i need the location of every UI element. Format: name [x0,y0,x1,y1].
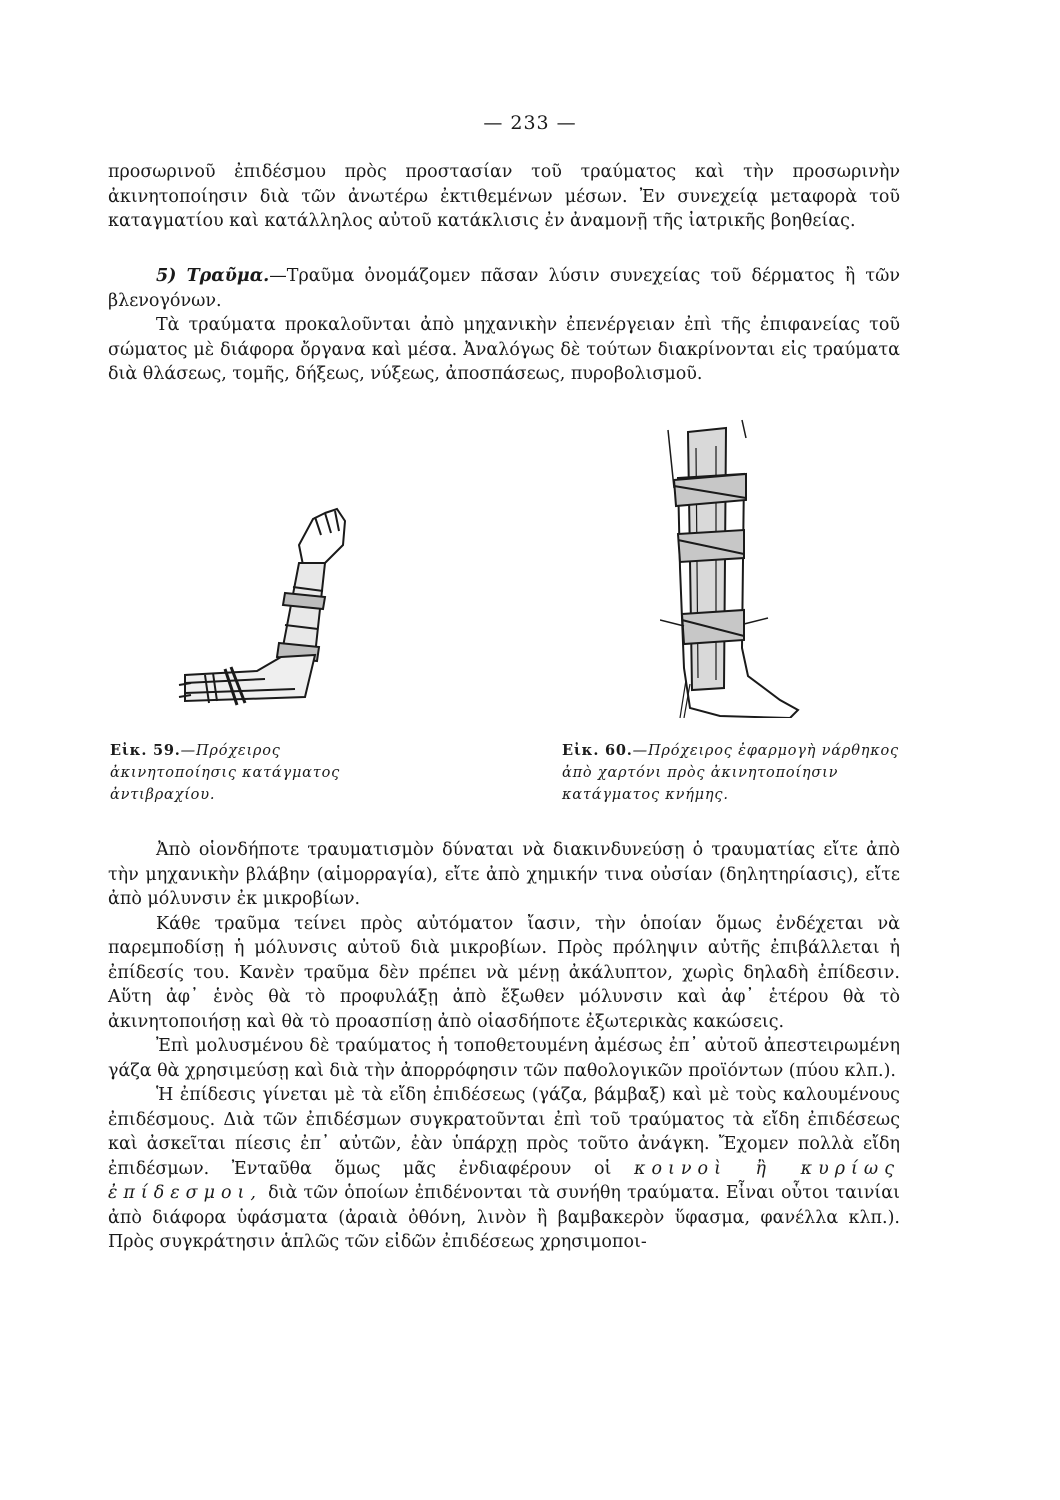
figure-59-caption [110,740,410,806]
section-definition [108,264,900,313]
body-paragraph-1: Ἀπὸ οἱονδήποτε τραυματισμὸν δύναται νὰ διακινδυνεύσῃ ὁ τραυματίας εἴτε ἀπὸ τὴν μηχανικὴν βλάβην (αἱμορραγία), εἴτε ἀπὸ χημικήν τινα οὐσίαν (δηλητηρίασις), εἴτε ἀπὸ μόλυνσιν ἐκ μικροβίων. [108,840,900,909]
body-paragraph-3: Ἐπὶ μολυσμένου δὲ τραύματος ἡ τοποθετουμένη ἀμέσως ἐπ᾽ αὐτοῦ ἀπεστειρωμένη γάζα θὰ χρησιμεύσῃ καὶ διὰ τὴν ἀπορρόφησιν τῶν παθολογικῶν προϊόντων (πύου κλπ.). [108,1036,900,1081]
body-paragraph-4-start: Ἡ ἐπίδεσις γίνεται μὲ τὰ εἴδη ἐπιδέσεως (γάζα, βάμβαξ) καὶ μὲ τοὺς καλουμένους ἐπιδέσμους. Διὰ τῶν ἐπιδέσμων συγκρατοῦνται ἐπὶ τοῦ τραύματος τὰ εἴδη ἐπιδέσεως καὶ ἀσκεῖται πίεσις ἐπ᾽ αὐτῶν, ἐὰν ὑπάρχῃ πρὸς τοῦτο ἀνάγκη. Ἔχομεν πολλὰ εἴδη ἐπιδέσμων. Ἐνταῦθα ὅμως μᾶς ἐνδιαφέρουν οἱ [108,1085,900,1179]
body-block [108,838,900,1255]
top-paragraph: προσωρινοῦ ἐπιδέσμου πρὸς προστασίαν τοῦ τραύματος καὶ τὴν προσωρινὴν ἀκινητοποίησιν διὰ τῶν ἀνωτέρω ἐκτιθεμένων μέσων. Ἐν συνεχείᾳ μεταφορὰ τοῦ καταγματίου καὶ κατάλληλος αὐτοῦ κατάκλισις ἐν ἀναμονῇ τῆς ἰατρικῆς βοηθείας. [108,162,900,231]
causes-paragraph: Τὰ τραύματα προκαλοῦνται ἀπὸ μηχανικὴν ἐπενέργειαν ἐπὶ τῆς ἐπιφανείας τοῦ σώματος μὲ διάφορα ὄργανα καὶ μέσα. Ἀναλόγως δὲ τούτων διακρίνονται εἰς τραύματα διὰ θλάσεως, τομῆς, δήξεως, νύξεως, ἀποσπάσεως, πυροβολισμοῦ. [108,315,900,384]
section-number: 5) [156,266,177,286]
figure-59-illustration [175,505,365,720]
figure-59-caption-text: —Πρόχειρος ἀκινητοποίησις κατάγματος ἀντιβραχίου. [110,743,341,803]
section-definition-text: —Τραῦμα ὀνομάζομεν πᾶσαν λύσιν συνεχείας τοῦ δέρματος ἢ τῶν βλενογόνων. [108,266,900,311]
figure-60-label: Εἰκ. 60. [562,742,633,759]
figure-60-illustration [660,418,830,718]
figure-60-caption [562,740,902,806]
section-title: Τραῦμα. [186,266,270,286]
body-paragraph-4-end: διὰ τῶν ὁποίων ἐπιδένονται τὰ συνήθη τραύματα. Εἶναι οὗτοι ταινίαι ἀπὸ διάφορα ὑφάσματα (ἀραιὰ ὀθόνη, λινὸν ἢ βαμβακερὸν ὕφασμα, φανέλλα κλπ.). Πρὸς συγκράτησιν ἁπλῶς τῶν εἰδῶν ἐπιδέσεως χρησιμοποι- [108,1183,900,1252]
body-paragraph-2: Κάθε τραῦμα τείνει πρὸς αὐτόματον ἴασιν, τὴν ὁποίαν ὅμως ἐνδέχεται νὰ παρεμποδίσῃ ἡ μόλυνσις αὐτοῦ διὰ μικροβίων. Πρὸς πρόληψιν αὐτῆς ἐπιβάλλεται ἡ ἐπίδεσίς του. Κανὲν τραῦμα δὲν πρέπει νὰ μένῃ ἀκάλυπτον, χωρὶς δηλαδὴ ἐπίδεσιν. Αὕτη ἀφ᾽ ἑνὸς θὰ τὸ προφυλάξῃ ἀπὸ ἔξωθεν μόλυνσιν καὶ ἀφ᾽ ἑτέρου θὰ τὸ ἀκινητοποιήσῃ καὶ θὰ τὸ προασπίσῃ ἀπὸ οἱασδήποτε ἐξωτερικὰς κακώσεις. [108,913,900,1032]
body-paragraph-4 [108,1083,900,1255]
page-number: — 233 — [483,112,577,134]
figure-59-label: Εἰκ. 59. [110,742,181,759]
spaced-emphasis: κοινοὶ ἢ κυρίως ἐπίδεσμοι, [108,1158,900,1203]
top-paragraph-block [108,160,900,234]
figure-60-caption-text: —Πρόχειρος ἐφαρμογὴ νάρθηκος ἀπὸ χαρτόνι πρὸς ἀκινητοποίησιν κατάγματος κνήμης. [562,743,899,803]
section-block [108,264,900,387]
